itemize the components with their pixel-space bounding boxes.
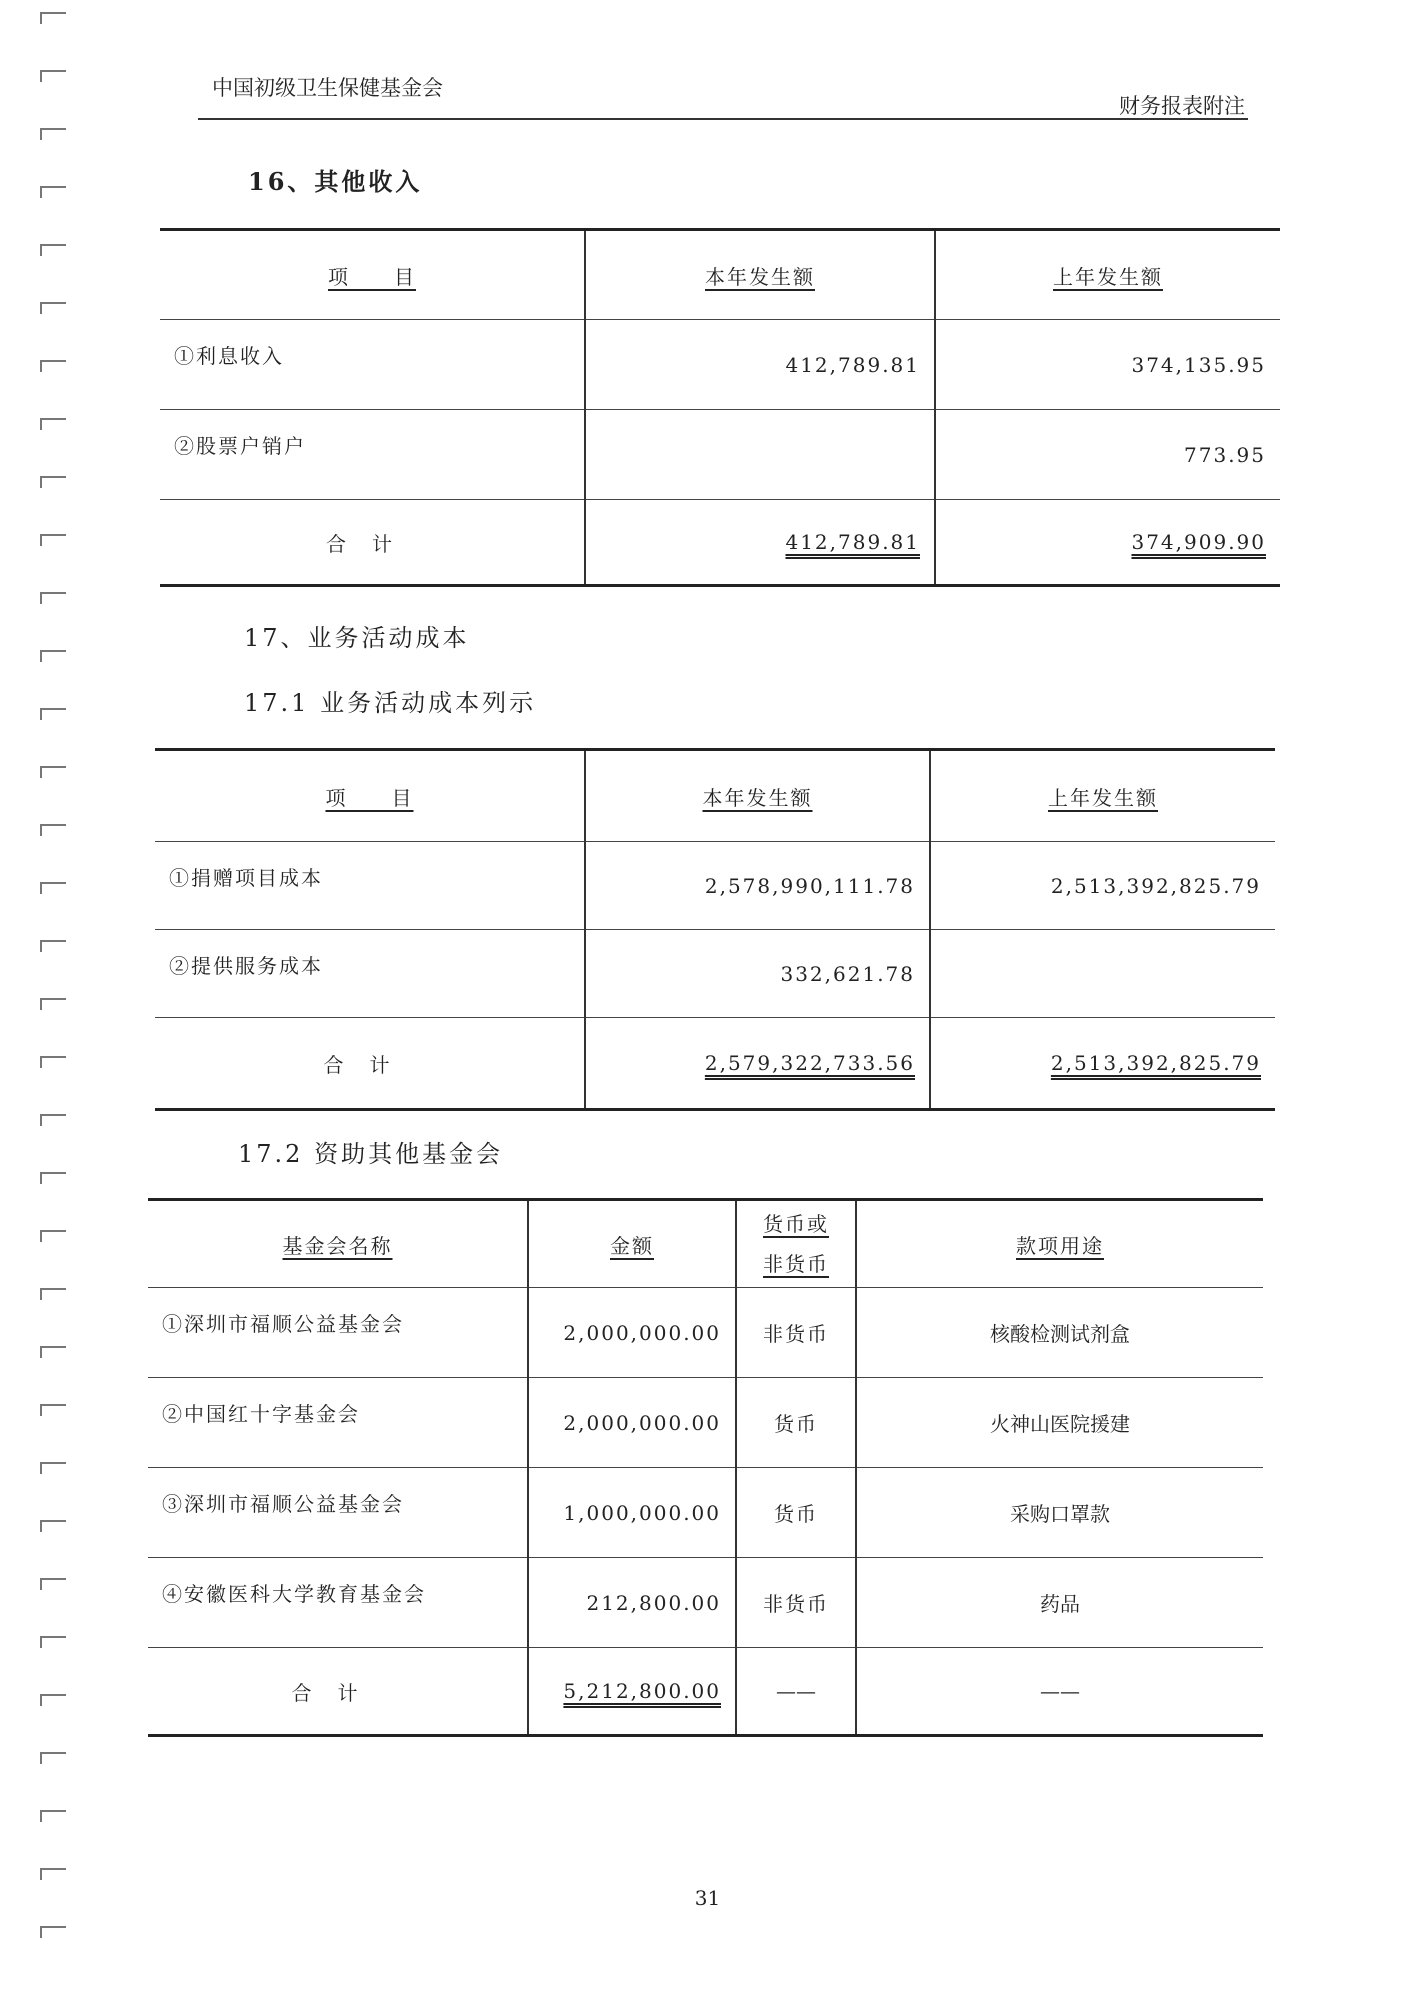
binding-mark xyxy=(40,1926,66,1938)
row-previous xyxy=(930,930,1275,1018)
column-header-current: 本年发生额 xyxy=(705,264,815,289)
binding-mark xyxy=(40,824,66,836)
binding-mark xyxy=(40,1114,66,1126)
total-previous: 2,513,392,825.79 xyxy=(1050,1051,1261,1075)
binding-mark xyxy=(40,186,66,198)
binding-mark xyxy=(40,1346,66,1358)
binding-mark xyxy=(40,766,66,778)
binding-mark xyxy=(40,418,66,430)
row-type: 非货币 xyxy=(736,1288,856,1378)
binding-mark xyxy=(40,1868,66,1880)
other-income-table xyxy=(160,228,1280,587)
total-current: 412,789.81 xyxy=(785,530,920,554)
binding-mark xyxy=(40,998,66,1010)
binding-mark xyxy=(40,1810,66,1822)
section-17-1-title: 17.1 业务活动成本列示 xyxy=(244,689,537,717)
binding-mark xyxy=(40,1230,66,1242)
row-purpose: 火神山医院援建 xyxy=(856,1378,1263,1468)
binding-mark xyxy=(40,1172,66,1184)
binding-mark xyxy=(40,70,66,82)
row-amount: 2,000,000.00 xyxy=(528,1378,736,1468)
binding-mark xyxy=(40,244,66,256)
row-current xyxy=(585,410,935,500)
row-name: ④安徽医科大学教育基金会 xyxy=(148,1558,528,1648)
section-17-title: 17、业务活动成本 xyxy=(244,624,470,652)
row-name: ①深圳市福顺公益基金会 xyxy=(148,1288,528,1378)
row-purpose: 药品 xyxy=(856,1558,1263,1648)
binding-mark xyxy=(40,1578,66,1590)
table-row xyxy=(160,320,1280,410)
column-header-name: 基金会名称 xyxy=(282,1233,393,1258)
column-header-amount: 金额 xyxy=(610,1233,654,1258)
binding-mark xyxy=(40,592,66,604)
total-purpose: —— xyxy=(856,1648,1263,1736)
binding-mark xyxy=(40,1462,66,1474)
row-type: 货币 xyxy=(736,1378,856,1468)
binding-mark xyxy=(40,360,66,372)
binding-mark xyxy=(40,1520,66,1532)
binding-mark xyxy=(40,128,66,140)
document-type: 财务报表附注 xyxy=(1119,94,1245,118)
row-item: ①利息收入 xyxy=(160,320,585,410)
table-row xyxy=(160,410,1280,500)
binding-mark xyxy=(40,1404,66,1416)
header-rule xyxy=(198,118,1248,120)
table-row xyxy=(155,842,1275,930)
table-row xyxy=(148,1468,1263,1558)
binding-mark xyxy=(40,12,66,24)
page-number: 31 xyxy=(694,1886,721,1910)
binding-mark xyxy=(40,882,66,894)
binding-mark xyxy=(40,1288,66,1300)
column-header-previous: 上年发生额 xyxy=(1048,785,1158,810)
total-type: —— xyxy=(736,1648,856,1736)
total-label: 合计 xyxy=(155,1018,585,1110)
grants-table xyxy=(148,1198,1263,1737)
binding-mark xyxy=(40,940,66,952)
binding-mark xyxy=(40,650,66,662)
row-purpose: 核酸检测试剂盒 xyxy=(856,1288,1263,1378)
binding-mark xyxy=(40,1694,66,1706)
table-row xyxy=(148,1288,1263,1378)
row-item: ②股票户销户 xyxy=(160,410,585,500)
binding-mark xyxy=(40,1752,66,1764)
table-header-row xyxy=(155,750,1275,842)
column-header-item: 项 目 xyxy=(325,785,414,810)
row-name: ②中国红十字基金会 xyxy=(148,1378,528,1468)
binding-margin xyxy=(40,0,80,2000)
row-amount: 1,000,000.00 xyxy=(528,1468,736,1558)
row-purpose: 采购口罩款 xyxy=(856,1468,1263,1558)
row-item: ①捐赠项目成本 xyxy=(155,842,585,930)
section-16-title: 16、其他收入 xyxy=(248,167,423,196)
row-type: 非货币 xyxy=(736,1558,856,1648)
total-label: 合计 xyxy=(160,500,585,586)
row-amount: 212,800.00 xyxy=(528,1558,736,1648)
table-header-row xyxy=(148,1200,1263,1288)
table-header-row xyxy=(160,230,1280,320)
table-total-row xyxy=(160,500,1280,586)
column-header-previous: 上年发生额 xyxy=(1053,264,1163,289)
table-row xyxy=(155,930,1275,1018)
total-previous: 374,909.90 xyxy=(1131,530,1266,554)
row-name: ③深圳市福顺公益基金会 xyxy=(148,1468,528,1558)
row-current: 412,789.81 xyxy=(585,320,935,410)
binding-mark xyxy=(40,534,66,546)
total-label: 合计 xyxy=(148,1648,528,1736)
table-total-row xyxy=(155,1018,1275,1110)
column-header-current: 本年发生额 xyxy=(702,785,813,810)
row-amount: 2,000,000.00 xyxy=(528,1288,736,1378)
row-type: 货币 xyxy=(736,1468,856,1558)
column-header-type-line2: 非货币 xyxy=(763,1252,829,1276)
table-total-row xyxy=(148,1648,1263,1736)
binding-mark xyxy=(40,708,66,720)
table-row xyxy=(148,1378,1263,1468)
column-header-item: 项 目 xyxy=(328,264,416,289)
total-amount: 5,212,800.00 xyxy=(563,1679,721,1703)
binding-mark xyxy=(40,1636,66,1648)
row-previous: 374,135.95 xyxy=(935,320,1280,410)
section-17-2-title: 17.2 资助其他基金会 xyxy=(238,1140,504,1168)
binding-mark xyxy=(40,302,66,314)
organization-name: 中国初级卫生保健基金会 xyxy=(212,76,443,100)
table-row xyxy=(148,1558,1263,1648)
row-previous: 2,513,392,825.79 xyxy=(930,842,1275,930)
column-header-type-line1: 货币或 xyxy=(763,1212,829,1236)
row-item: ②提供服务成本 xyxy=(155,930,585,1018)
row-current: 2,578,990,111.78 xyxy=(585,842,930,930)
binding-mark xyxy=(40,476,66,488)
total-current: 2,579,322,733.56 xyxy=(704,1051,915,1075)
business-cost-table xyxy=(155,748,1275,1111)
row-previous: 773.95 xyxy=(935,410,1280,500)
row-current: 332,621.78 xyxy=(585,930,930,1018)
column-header-purpose: 款项用途 xyxy=(1016,1233,1104,1258)
binding-mark xyxy=(40,1056,66,1068)
